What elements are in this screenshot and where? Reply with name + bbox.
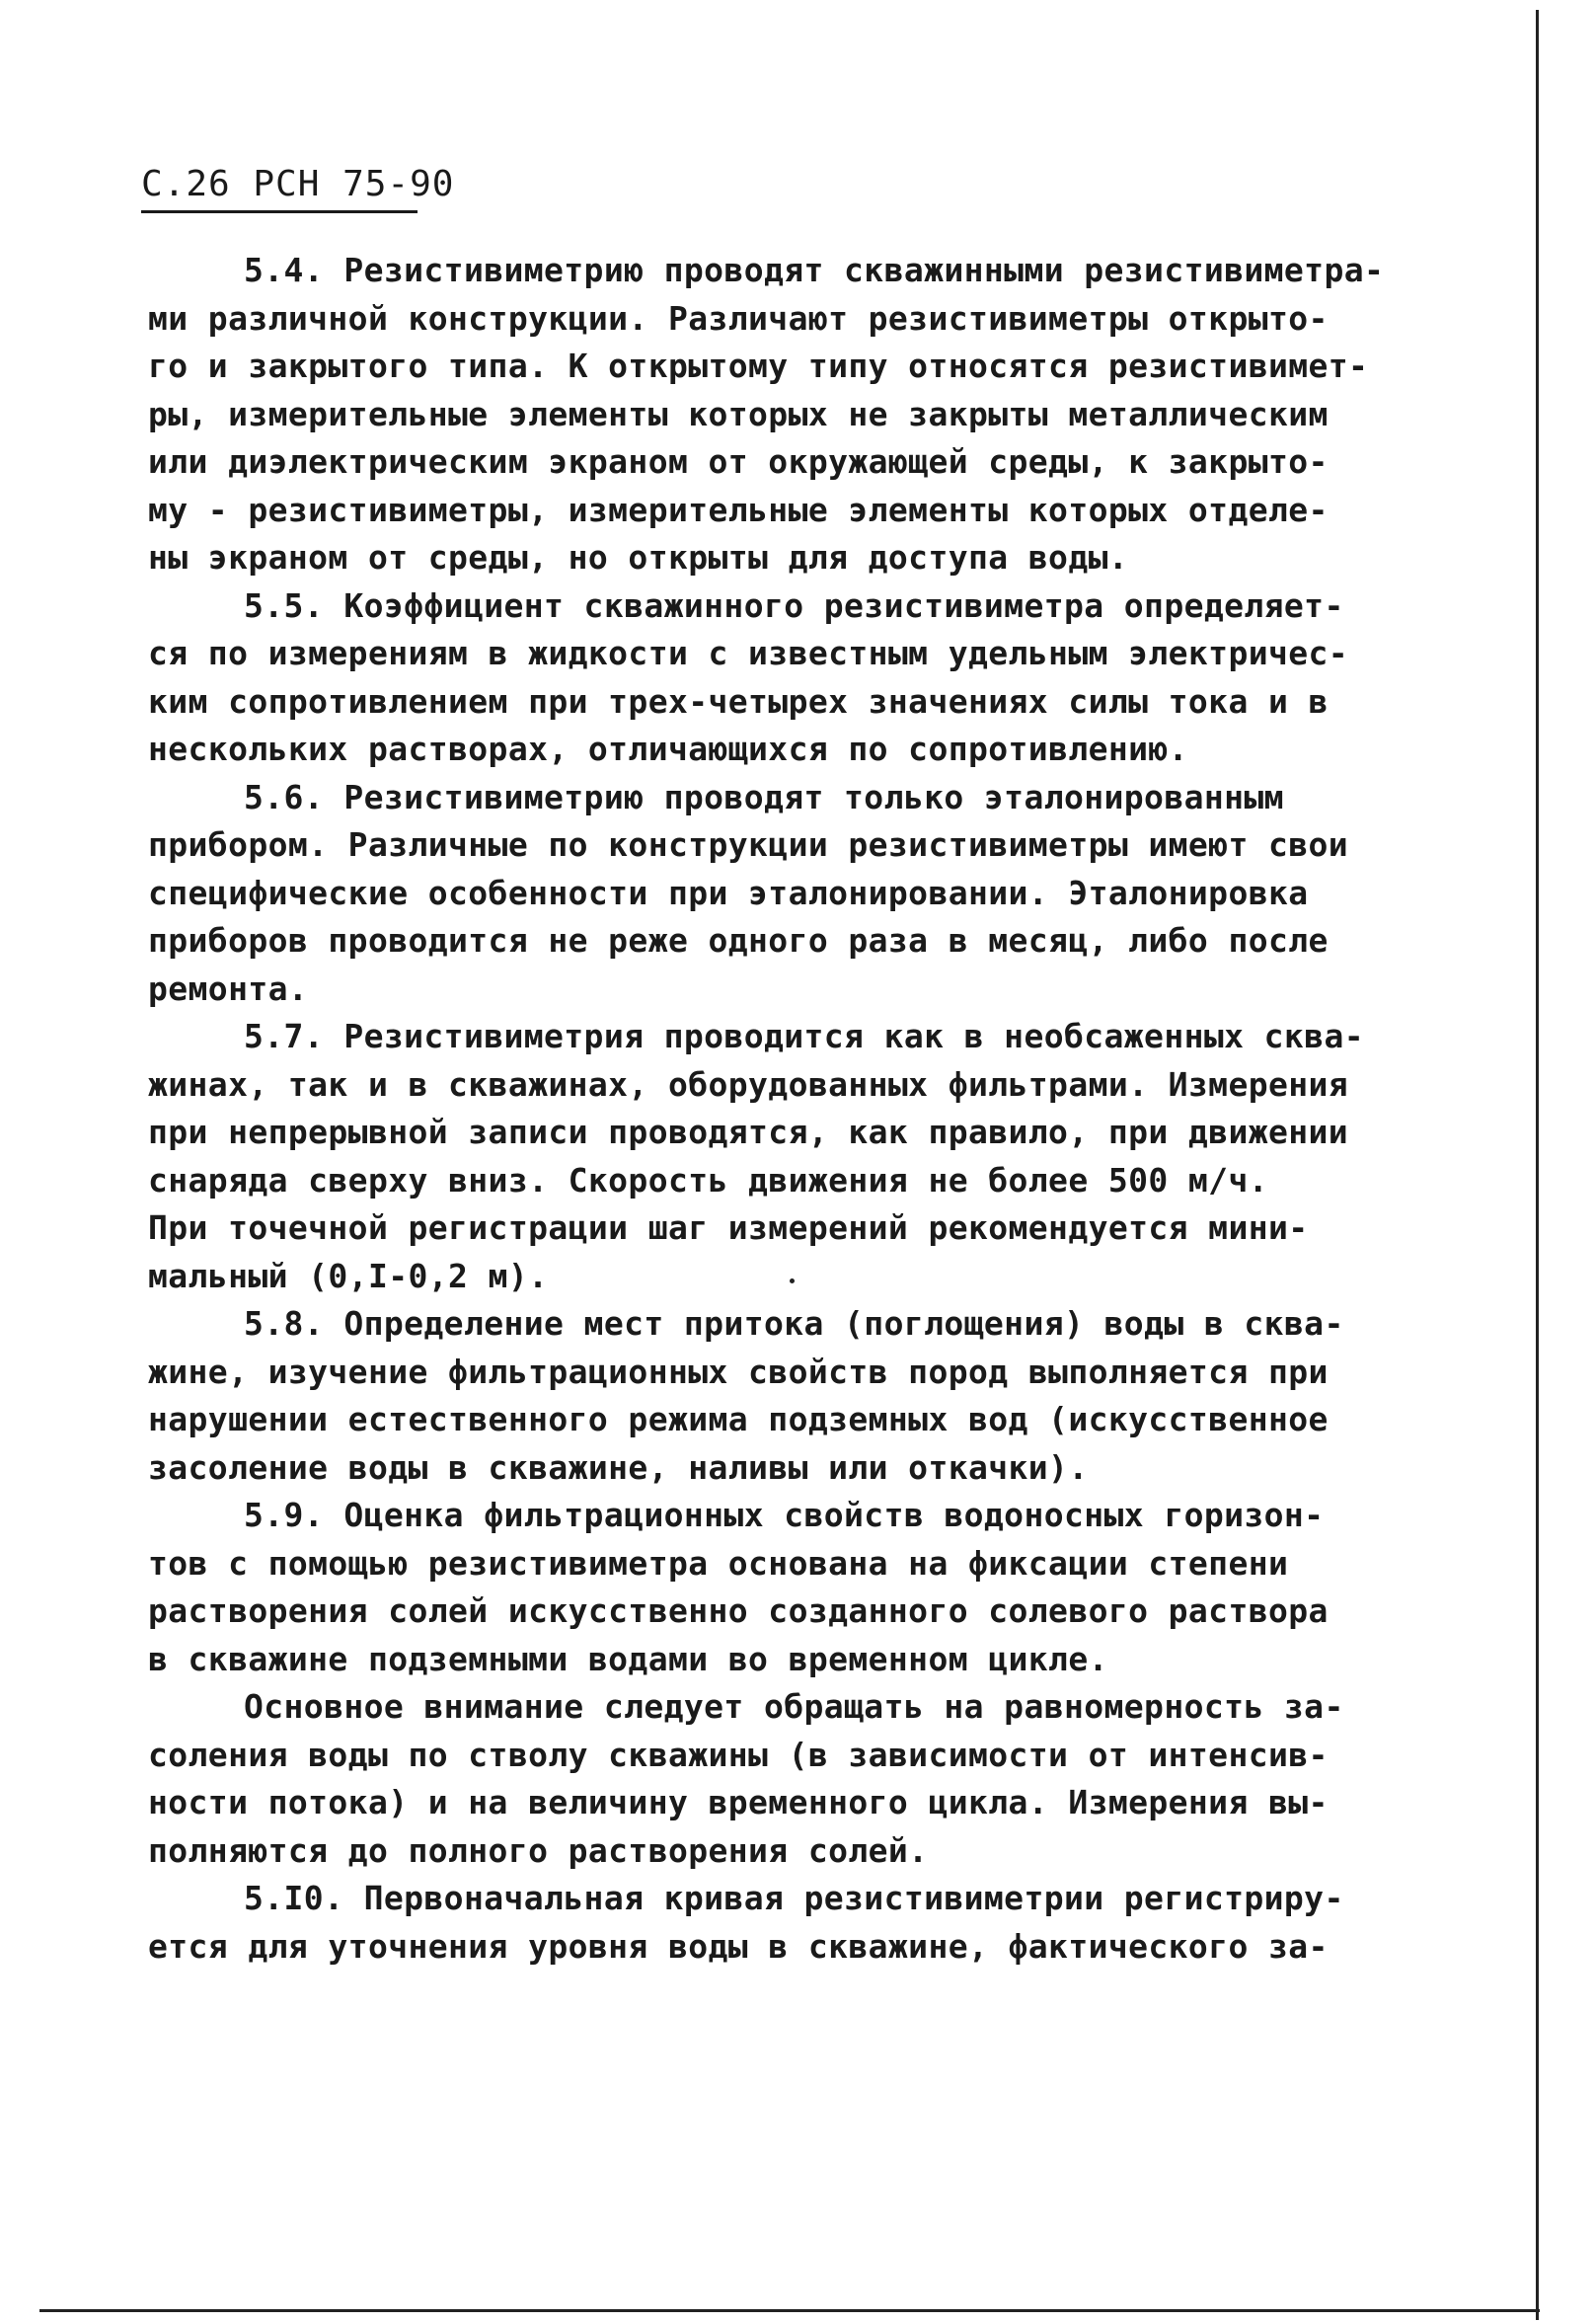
- text-line: приборов проводится не реже одного раза в месяц, либо после: [148, 921, 1329, 960]
- text-line: Основное внимание следует обращать на равномерность за-: [244, 1687, 1344, 1726]
- text-line: 5.4. Резистивиметрию проводят скважинными резистивиметра-: [244, 251, 1385, 289]
- text-line: мальный (0,I-0,2 м).: [148, 1256, 549, 1295]
- text-line: ности потока) и на величину временного цикла. Измерения вы-: [148, 1783, 1329, 1821]
- text-line: го и закрытого типа. К открытому типу относятся резистивимет-: [148, 347, 1369, 385]
- text-line: в скважине подземными водами во временном цикле.: [148, 1639, 1108, 1678]
- text-line: или диэлектрическим экраном от окружающей среды, к закрыто-: [148, 442, 1329, 481]
- text-line: ется для уточнения уровня воды в скважине, фактического за-: [148, 1926, 1329, 1966]
- header-underline: [141, 210, 418, 213]
- text-line: му - резистивиметры, измерительные элементы которых отделе-: [148, 490, 1329, 529]
- text-line: нарушении естественного режима подземных вод (искусственное: [148, 1400, 1329, 1438]
- text-line: тов с помощью резистивиметра основана на фиксации степени: [148, 1543, 1289, 1583]
- text-line: 5.6. Резистивиметрию проводят только эталонированным: [244, 777, 1284, 816]
- scan-bottom-edge: [39, 2309, 1540, 2312]
- text-line: ры, измерительные элементы которых не закрыты металлическим: [148, 394, 1329, 433]
- text-line: специфические особенности при эталонировании. Эталонировка: [148, 873, 1309, 912]
- text-line: прибором. Различные по конструкции резистивиметры имеют свои: [148, 825, 1349, 864]
- text-line: ми различной конструкции. Различают резистивиметры открыто-: [148, 298, 1329, 338]
- text-line: соления воды по стволу скважины (в зависимости от интенсив-: [148, 1735, 1329, 1774]
- text-line: снаряда сверху вниз. Скорость движения не более 500 м/ч.: [148, 1160, 1268, 1200]
- scan-right-edge: [1536, 10, 1539, 2320]
- text-line: ны экраном от среды, но открыты для доступа воды.: [148, 538, 1129, 577]
- text-line: жине, изучение фильтрационных свойств пород выполняется при: [148, 1352, 1329, 1391]
- text-line: ремонта.: [148, 968, 309, 1008]
- text-line: При точечной регистрации шаг измерений рекомендуется мини-: [148, 1208, 1309, 1247]
- text-line: при непрерывной записи проводятся, как правило, при движении: [148, 1113, 1349, 1151]
- text-line: 5.9. Оценка фильтрационных свойств водоносных горизон-: [244, 1496, 1325, 1534]
- scan-speck: [790, 1278, 795, 1283]
- text-line: растворения солей искусственно созданного солевого раствора: [148, 1591, 1329, 1630]
- text-line: 5.7. Резистивиметрия проводится как в необсаженных сква-: [244, 1017, 1364, 1055]
- text-line: полняются до полного растворения солей.: [148, 1830, 929, 1870]
- text-line: нескольких растворах, отличающихся по сопротивлению.: [148, 730, 1188, 768]
- text-line: 5.5. Коэффициент скважинного резистивиметра определяет-: [244, 585, 1344, 625]
- text-line: ся по измерениям в жидкости с известным удельным электричес-: [148, 634, 1349, 672]
- text-line: ким сопротивлением при трех-четырех значениях силы тока и в: [148, 681, 1329, 721]
- body-text: [148, 247, 1385, 1971]
- text-line: 5.I0. Первоначальная кривая резистивиметрии регистриру-: [244, 1879, 1344, 1917]
- text-line: 5.8. Определение мест притока (поглощения) воды в сква-: [244, 1304, 1344, 1343]
- text-line: жинах, так и в скважинах, оборудованных фильтрами. Измерения: [148, 1064, 1349, 1104]
- page-header: С.26 РСН 75-90: [141, 164, 455, 204]
- text-line: засоление воды в скважине, наливы или откачки).: [148, 1447, 1089, 1487]
